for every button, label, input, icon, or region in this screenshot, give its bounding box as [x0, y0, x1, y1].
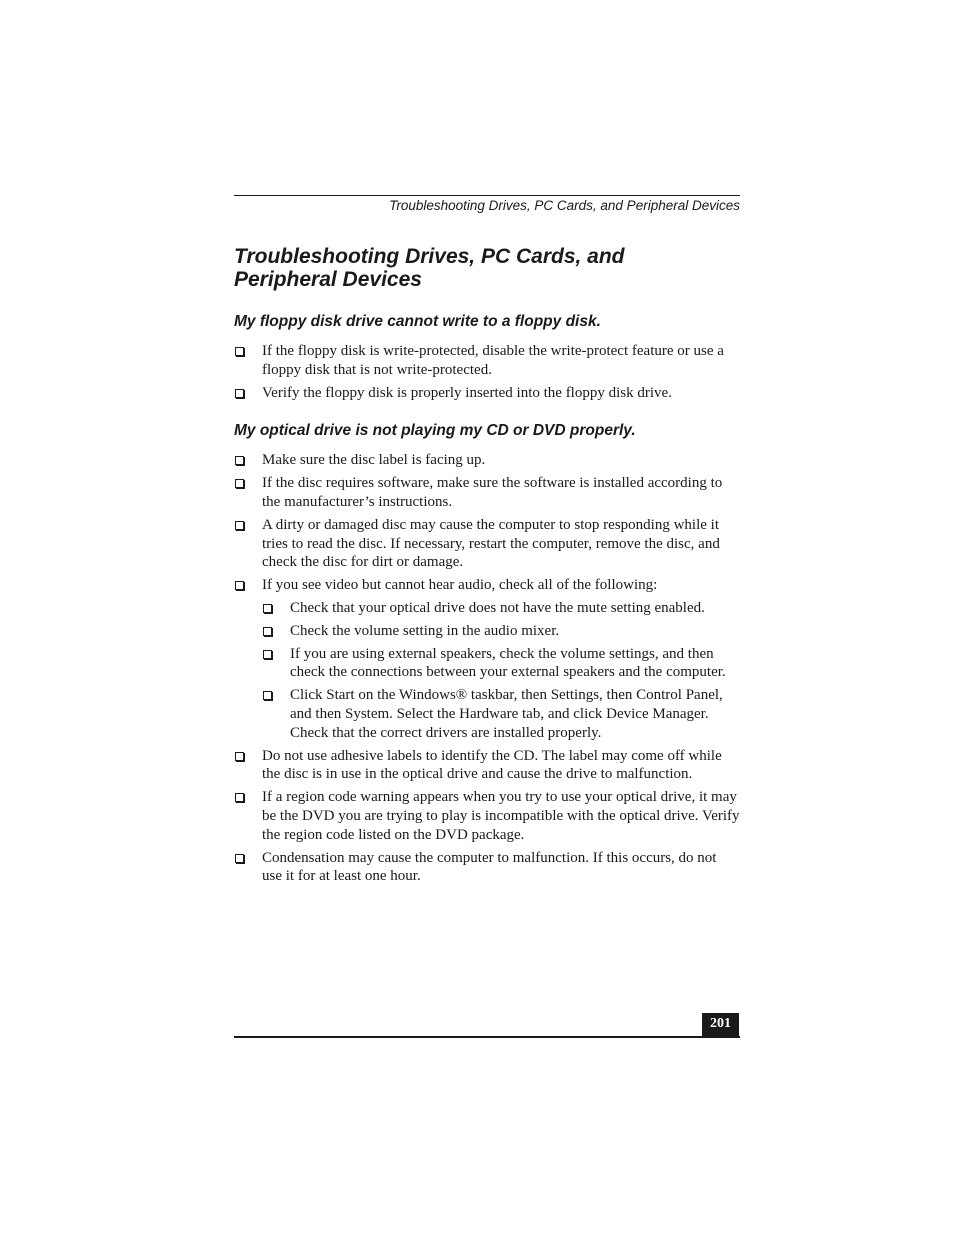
optical-checklist [234, 451, 740, 886]
chapter-title [234, 245, 740, 291]
list-item-text: Condensation may cause the computer to malfunction. If this occurs, do not use it for at least one hour. [262, 849, 717, 885]
sub-list-item-text: Check that your optical drive does not have the mute setting enabled. [290, 599, 705, 616]
list-item-text: If you see video but cannot hear audio, check all of the following: [262, 577, 658, 594]
header-rule [234, 195, 740, 196]
list-item-text: If a region code warning appears when you try to use your optical drive, it may be the DVD you are trying to play is incompatible with the optical drive. Verify the region code listed on the DVD package. [262, 789, 740, 843]
sub-list-item-text: Check the volume setting in the audio mixer. [290, 622, 560, 639]
footer-rule [234, 1036, 740, 1038]
list-item [234, 474, 740, 512]
sub-list-item [262, 686, 740, 742]
list-item [234, 384, 740, 403]
list-item [234, 342, 740, 380]
list-item [234, 576, 740, 595]
list-item [234, 451, 740, 470]
checkbox-bullet-icon [235, 854, 244, 863]
checkbox-bullet-icon [235, 479, 244, 488]
list-item-text: If the floppy disk is write-protected, disable the write-protect feature or use a floppy disk that is not write-protected. [262, 343, 724, 378]
checkbox-bullet-icon [235, 389, 244, 398]
checkbox-bullet-icon [263, 691, 272, 700]
page-number: 201 [702, 1013, 739, 1037]
list-item [234, 849, 740, 887]
running-head: Troubleshooting Drives, PC Cards, and Peripheral Devices [389, 198, 740, 213]
sub-list-item [262, 622, 740, 641]
list-item-text: Verify the floppy disk is properly inserted into the floppy disk drive. [262, 384, 672, 401]
section-title-floppy: My floppy disk drive cannot write to a floppy disk. [234, 313, 601, 330]
list-item-text: Do not use adhesive labels to identify the CD. The label may come off while the disc is in use in the optical drive and cause the drive to malfunction. [262, 747, 722, 783]
checkbox-bullet-icon [235, 456, 244, 465]
list-item [234, 747, 740, 785]
sub-list-item-text: Click Start on the Windows® taskbar, then Settings, then Control Panel, and then System. Select the Hardware tab, and click Device Manager. Check that the correct drivers are installed properly. [290, 687, 723, 741]
chapter-title-line-2: Peripheral Devices [234, 268, 422, 291]
checkbox-bullet-icon [263, 604, 272, 613]
sub-list-item [262, 599, 740, 618]
page-content [234, 245, 740, 890]
list-item-text: If the disc requires software, make sure the software is installed according to the manufacturer’s instructions. [262, 475, 723, 510]
checkbox-bullet-icon [235, 793, 244, 802]
list-item [234, 516, 740, 572]
checkbox-bullet-icon [235, 752, 244, 761]
list-item-text: Make sure the disc label is facing up. [262, 452, 486, 469]
checkbox-bullet-icon [235, 521, 244, 530]
chapter-title-line-1: Troubleshooting Drives, PC Cards, and [234, 245, 625, 268]
checkbox-bullet-icon [235, 581, 244, 590]
checkbox-bullet-icon [263, 627, 272, 636]
checkbox-bullet-icon [263, 650, 272, 659]
floppy-checklist [234, 342, 740, 402]
sub-list-item-text: If you are using external speakers, check the volume settings, and then check the connections between your external speakers and the computer. [290, 645, 726, 681]
list-item-text: A dirty or damaged disc may cause the computer to stop responding while it tries to read the disc. If necessary, restart the computer, remove the disc, and check the disc for dirt or damage. [262, 516, 720, 571]
checkbox-bullet-icon [235, 347, 244, 356]
sub-list-item [262, 645, 740, 683]
list-item [234, 788, 740, 844]
section-title-optical: My optical drive is not playing my CD or DVD properly. [234, 422, 636, 440]
